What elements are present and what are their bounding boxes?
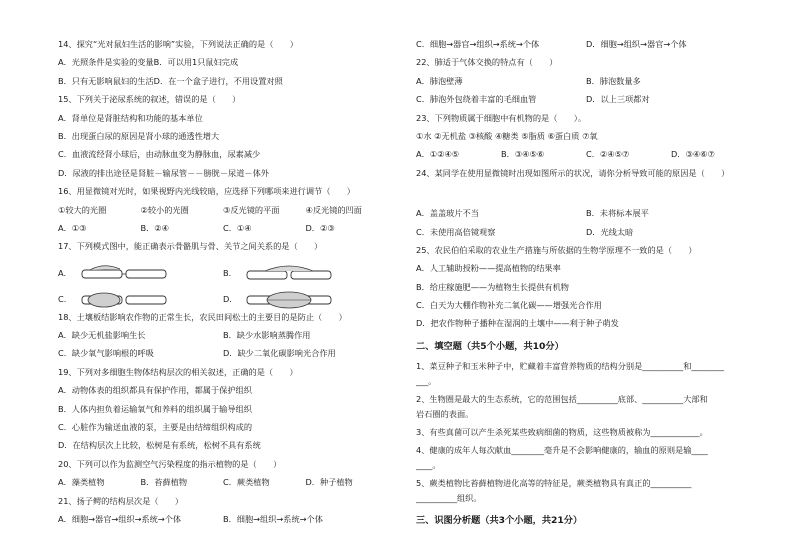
- q16-item-3: ③反光镜的平面: [223, 204, 280, 215]
- fill-q5-line-2: __________组织。: [416, 492, 482, 503]
- q25-option-d: D．把农作物种子播种在湿润的土壤中——利于种子萌发: [416, 318, 619, 329]
- fill-q4-line-1: 4、健康的成年人每次献血________毫升是不会影响健康的，输血的原则是输____: [416, 444, 708, 455]
- q25-option-c: C．白天为大棚作物补充二氧化碳——增强光合作用: [416, 300, 602, 311]
- q21-option-c: C．细胞→器官→组织→系统→个体: [416, 39, 540, 49]
- q17-stem: 17、下列模式图中，能正确表示骨骼肌与骨、关节之间关系的是（ ）: [58, 241, 323, 252]
- q23-option-b: B．③④⑤⑥: [501, 149, 545, 160]
- q19-stem: 19、下列对多细胞生物体结构层次的相关叙述，正确的是（ ）: [58, 366, 298, 377]
- q18-option-a: A．缺少无机盐影响生长: [58, 330, 146, 341]
- left-column: [58, 40, 388, 533]
- q17-figure-b: [245, 263, 335, 285]
- q21-options-row-1: [58, 515, 388, 533]
- q24-figure-area: [416, 187, 756, 209]
- q19-option-d: D．在结构层次上比较，松树是有系统，松树不具有系统: [58, 440, 261, 451]
- q18-option-c: C．缺少氧气影响根的呼吸: [58, 348, 154, 359]
- q21-stem: 21、扬子鳄的结构层次是（ ）: [58, 495, 184, 506]
- q14-option-b: B．只有无影响鼠妇的生活D．在一个盒子进行，不用设置对照: [58, 75, 283, 86]
- q21-option-b: B．细胞→组织→系统→个体: [223, 513, 323, 524]
- q17-label-d: D.: [223, 293, 232, 304]
- q24-option-a: A．盖盖玻片不当: [416, 208, 479, 219]
- q23-option-c: C．②④⑤⑦: [586, 149, 630, 160]
- q17-figure-row-2: [58, 287, 388, 313]
- q15-option-c: C．血液流经肾小球后，由动脉血变为静脉血，尿素减少: [58, 149, 261, 160]
- q23-stem: 23、下列物质属于细胞中有机物的是（ ）。: [416, 112, 587, 123]
- q24-stem: 24、某同学在使用显微镜时出现如图所示的状况，请你分析导致可能的原因是（ ）: [416, 167, 730, 178]
- fill-q1-line-2: ___。: [416, 375, 437, 386]
- q16-option-a: A．①③: [58, 222, 87, 233]
- q24-option-d: D．光线太暗: [586, 226, 634, 237]
- q14-stem: 14、探究“光对鼠妇生活的影响”实验，下列说法正确的是（ ）: [58, 39, 298, 49]
- q17-option-a: [58, 263, 223, 285]
- q25-stem: 25、农民伯伯采取的农业生产措施与所依据的生物学原理不一致的是（ ）: [416, 244, 697, 255]
- q22-options-row-2: [416, 95, 756, 113]
- q25-option-a: A．人工辅助授粉——提高植物的结果率: [416, 263, 561, 274]
- q18-options-row-2: [58, 349, 388, 367]
- q19-option-b: B．人体内担负着运输氧气和养料的组织属于输导组织: [58, 403, 252, 414]
- q21-option-a: A．细胞→器官→组织→系统→个体: [58, 513, 182, 524]
- q20-option-a: A．藻类植物: [58, 477, 105, 488]
- q18-options-row-1: [58, 331, 388, 349]
- q15-option-d: D．尿液的排出途径是肾脏－输尿管－－膀胱－尿道－体外: [58, 167, 269, 178]
- q22-option-c: C．肺泡外包绕着丰富的毛细血管: [416, 94, 537, 105]
- q16-option-d: D．②③: [305, 222, 335, 233]
- q18-stem: 18、土壤板结影响农作物的正常生长，农民田间松土的主要目的是防止（ ）: [58, 311, 347, 322]
- q17-label-b: B.: [223, 267, 232, 278]
- q21-option-d: D．细胞→组织→器官→个体: [586, 39, 687, 49]
- q22-options-row-1: [416, 77, 756, 95]
- q23-option-a: A．①②④⑤: [416, 149, 460, 160]
- q16-options: [58, 224, 388, 242]
- q17-figure-a: [80, 263, 170, 285]
- q17-label-c: C.: [58, 293, 67, 304]
- q17-option-d: [223, 289, 388, 311]
- q16-items: [58, 206, 388, 224]
- q16-option-c: C．①④: [223, 222, 252, 233]
- section-diagram-analysis-title: 三、识图分析题（共3个小题，共21分）: [416, 514, 583, 526]
- q18-option-b: B．缺少水影响蒸腾作用: [223, 330, 311, 341]
- fill-q5-line-1: 5、蕨类植物比苔藓植物进化高等的特征是，蕨类植物具有真正的__________: [416, 477, 692, 488]
- q17-figure-c: [80, 289, 170, 311]
- q25-option-b: B．给庄稼施肥——为植物生长提供有机物: [416, 281, 569, 292]
- q22-option-a: A．肺泡壁薄: [416, 75, 463, 86]
- q19-option-a: A．动物体表的组织都具有保护作用，都属于保护组织: [58, 385, 252, 396]
- q17-label-a: A.: [58, 267, 67, 278]
- q22-option-d: D．以上三项都对: [586, 94, 650, 105]
- q20-options: [58, 478, 388, 496]
- q23-options: [416, 150, 756, 168]
- q16-item-2: ②较小的光圈: [140, 204, 189, 215]
- fill-q2-line-1: 2、生物圈是最大的生态系统，它的范围包括__________底部、__________大部和: [416, 393, 708, 404]
- q22-stem: 22、肺适于气体交换的特点有（ ）: [416, 57, 558, 68]
- q24-options-row-2: [416, 228, 756, 246]
- q15-option-a: A．肾单位是肾脏结构和功能的基本单位: [58, 112, 203, 123]
- q23-option-d: D．③④⑥⑦: [671, 149, 715, 160]
- q18-option-d: D．缺少二氧化碳影响光合作用: [223, 348, 336, 359]
- q22-option-b: B．肺泡数量多: [586, 75, 641, 86]
- section-fill-blank-title: 二、填空题（共5个小题，共10分）: [416, 340, 564, 352]
- q24-options-row-1: [416, 209, 756, 227]
- q17-option-c: [58, 289, 223, 311]
- q20-option-b: B．苔藓植物: [140, 477, 188, 488]
- q24-option-b: B．未将标本展平: [586, 208, 649, 219]
- fill-q2-line-2: 岩石圈的表面。: [416, 408, 474, 419]
- q16-item-1: ①较大的光圈: [58, 204, 107, 215]
- q19-option-c: C．心脏作为输送血液的泵，主要是由结缔组织构成的: [58, 422, 253, 433]
- fill-q1-line-1: 1、菜豆种子和玉米种子中，贮藏着丰富营养物质的结构分别是__________和________: [416, 360, 725, 371]
- q20-option-d: D．种子植物: [305, 477, 353, 488]
- q17-figure-d: [245, 289, 335, 311]
- q21-options-row-2: [416, 40, 756, 58]
- q15-option-b: B．出现蛋白尿的原因是肾小球的通透性增大: [58, 130, 220, 141]
- q14-option-a: A．光照条件是实验的变量B．可以用1只鼠妇完成: [58, 57, 239, 68]
- q20-stem: 20、下列可以作为监测空气污染程度的指示植物的是（ ）: [58, 458, 282, 469]
- q23-items: ①水 ②无机盐 ③核酸 ④糖类 ⑤脂质 ⑥蛋白质 ⑦氧: [416, 130, 598, 141]
- q15-stem: 15、下列关于泌尿系统的叙述，错误的是（ ）: [58, 94, 241, 105]
- q16-option-b: B．②④: [140, 222, 169, 233]
- q20-option-c: C．蕨类植物: [223, 477, 270, 488]
- right-column: [416, 40, 756, 536]
- q16-stem: 16、用显微镜对光时，如果视野内光线较暗，应选择下列哪项来进行调节（ ）: [58, 186, 355, 197]
- q17-figure-row-1: [58, 261, 388, 287]
- q17-option-b: [223, 263, 388, 285]
- fill-q4-line-2: ____。: [416, 459, 441, 470]
- q24-option-c: C．未使用高倍镜观察: [416, 226, 496, 237]
- fill-q3: 3、有些真菌可以产生杀死某些致病细菌的物质，这些物质被称为____________。: [416, 426, 708, 437]
- q16-item-4: ④反光镜的凹面: [305, 204, 362, 215]
